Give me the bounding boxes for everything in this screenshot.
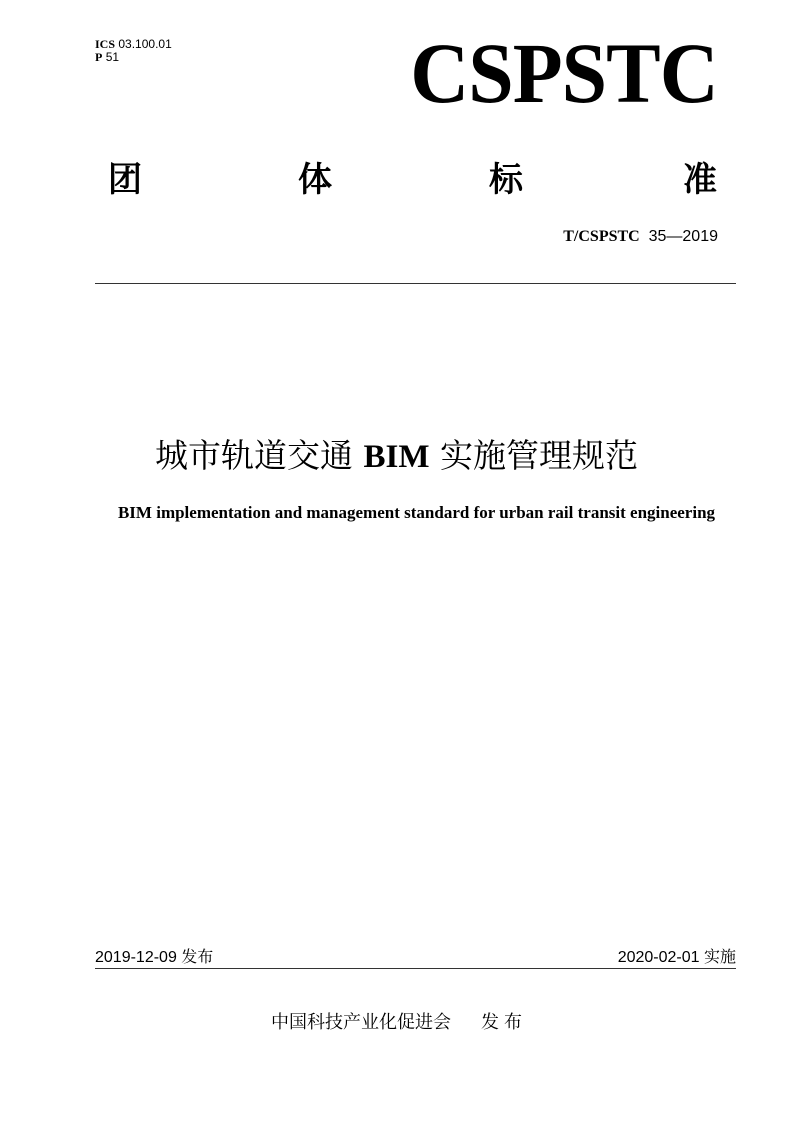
divider [95,968,736,969]
divider [95,283,736,284]
cspstc-logo: CSPSTC [410,25,718,121]
ccs-value: 51 [105,50,120,64]
document-title [0,430,793,477]
english-title: BIM implementation and management standard for urban rail transit engineering [117,503,716,522]
title-bim: BIM [363,439,430,475]
title-part: 城市轨道交通 [155,436,353,475]
ccs-label: P [95,50,103,64]
ics-value: 03.100.01 [118,37,172,51]
standard-type-char: 团 [108,160,142,200]
title-part: 实施管理规范 [440,436,638,475]
standard-type-char: 准 [683,160,717,200]
publisher: 中国科技产业化促进会 [270,1012,451,1032]
code-prefix: T/CSPSTC [563,228,640,245]
standard-code [563,228,718,246]
standard-type-char: 标 [489,160,523,200]
code-number: 35—2019 [648,228,718,245]
standard-type-char: 体 [298,160,332,200]
publish-label: 发 布 [481,1012,523,1032]
effective-date: 2020-02-01 实施 [617,949,736,966]
classification-codes [95,38,172,64]
publisher-line [0,1008,793,1034]
ics-label: ICS [95,37,116,51]
issue-date: 2019-12-09 发布 [95,949,214,966]
